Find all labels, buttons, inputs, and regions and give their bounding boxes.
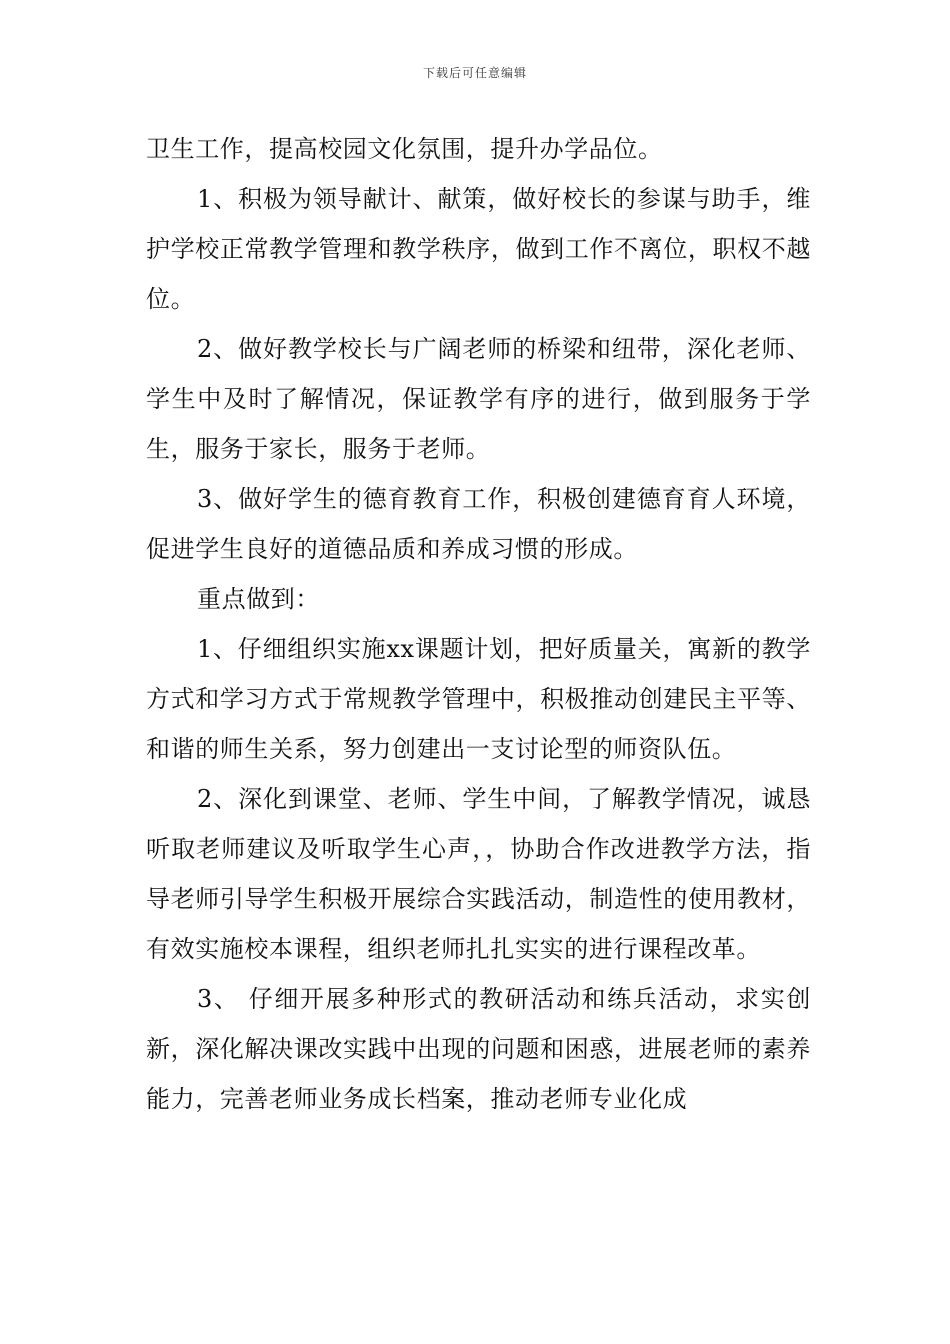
- document-body: [146, 124, 811, 1124]
- paragraph-1: 卫生工作，提高校园文化氛围，提升办学品位。: [146, 135, 663, 163]
- paragraph-3: 2、做好教学校长与广阔老师的桥梁和纽带，深化老师、学生中及时了解情况，保证教学有序的进行，做到服务于学生，服务于家长，服务于老师。: [146, 335, 811, 463]
- paragraph-2: 1、积极为领导献计、献策，做好校长的参谋与助手，维护学校正常教学管理和教学秩序，做到工作不离位，职权不越位。: [146, 185, 811, 313]
- paragraph-6: 2、深化到课堂、老师、学生中间，了解教学情况，诚恳听取老师建议及听取学生心声，，协助合作改进教学方法，指导老师引导学生积极开展综合实践活动，制造性的使用教材，有效实施校本课程，组织老师扎扎实实的进行课程改革。: [146, 785, 811, 963]
- paragraph-4: 3、做好学生的德育教育工作，积极创建德育育人环境，促进学生良好的道德品质和养成习惯的形成。: [146, 485, 811, 563]
- section-heading: 重点做到：: [197, 585, 320, 613]
- page-header: 下载后可任意编辑: [422, 66, 527, 80]
- paragraph-7: 3、 仔细开展多种形式的教研活动和练兵活动，求实创新，深化解决课改实践中出现的问题和困惑，进展老师的素养能力，完善老师业务成长档案，推动老师专业化成: [146, 985, 811, 1113]
- paragraph-5: 1、仔细组织实施xx课题计划，把好质量关，寓新的教学方式和学习方式于常规教学管理中，积极推动创建民主平等、和谐的师生关系，努力创建出一支讨论型的师资队伍。: [146, 635, 811, 763]
